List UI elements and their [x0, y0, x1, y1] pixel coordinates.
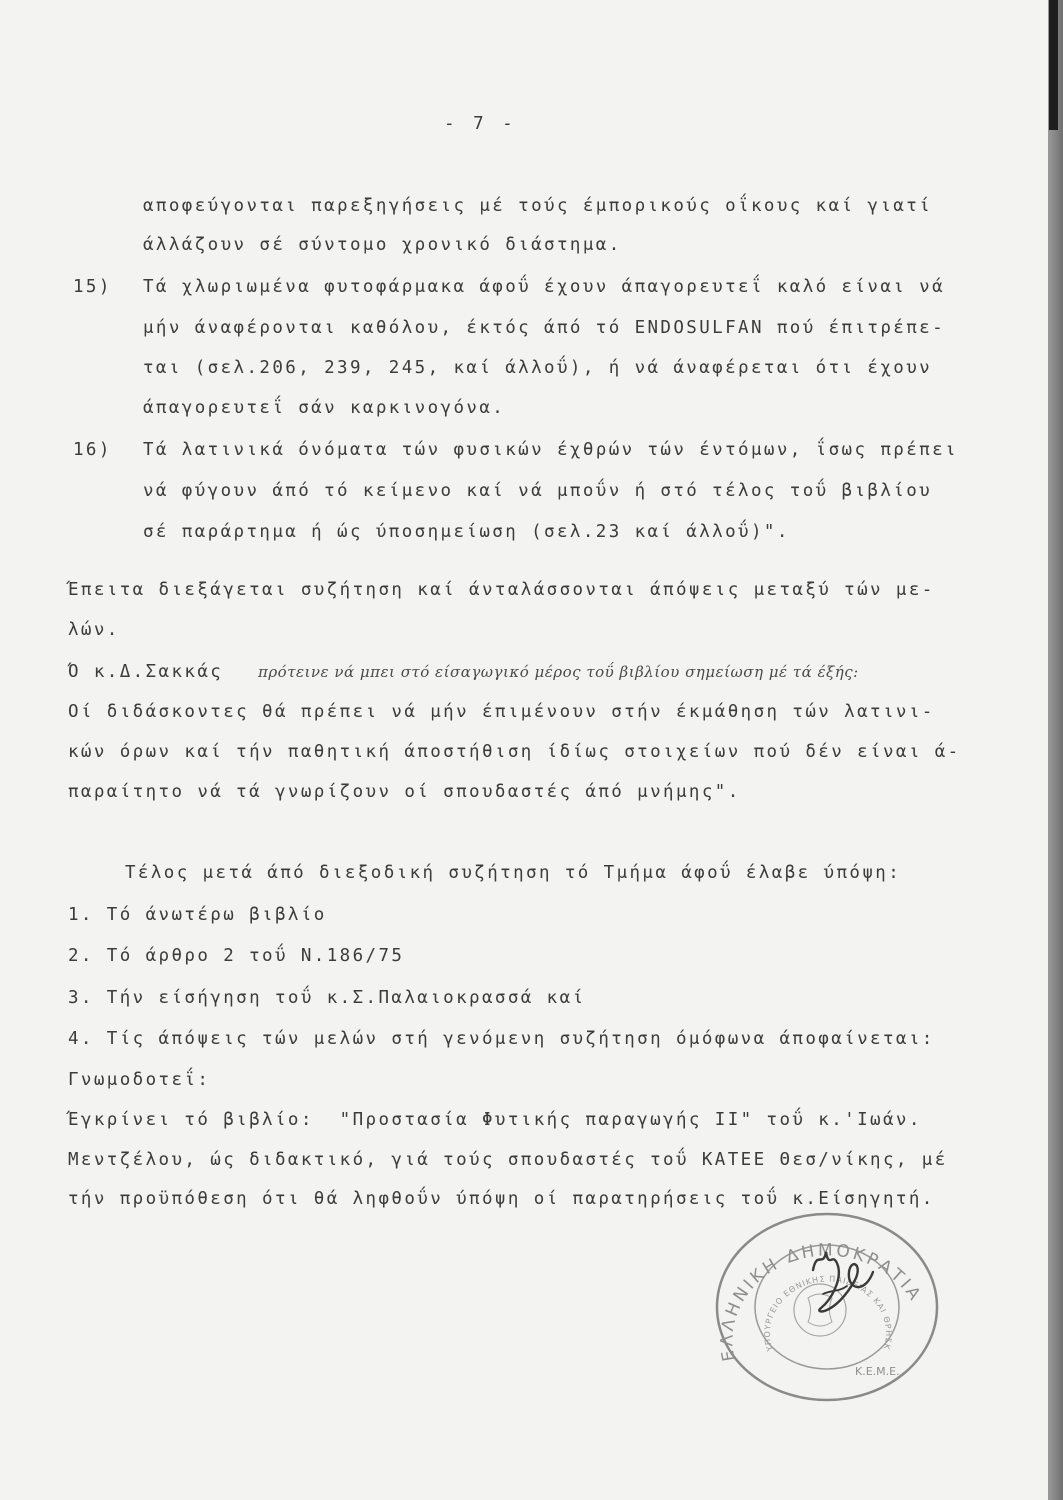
text-line-20: 4. Τίς άπόψεις τών μελών στή γενόμενη συζήτηση όμόφωνα άποφαίνεται:	[68, 1029, 935, 1049]
text-line-17: 1. Τό άνωτέρω βιβλίο	[68, 905, 327, 925]
text-line-15: παραίτητο νά τά γνωρίζουν οί σπουδαστές άπό μνήμης".	[68, 782, 741, 802]
text-line-9: σέ παράρτημα ή ώς ύποσημείωση (σελ.23 καί άλλοΰ)".	[143, 522, 790, 542]
page-number: - 7 -	[444, 114, 517, 134]
text-line-7: Τά λατινικά όνόματα τών φυσικών έχθρών τών έντόμων, ΐσως πρέπει	[143, 440, 958, 460]
official-stamp	[705, 1210, 950, 1405]
text-line-13: Οί διδάσκοντες θά πρέπει νά μήν έπιμένουν στήν έκμάθηση τών λατινι-	[68, 702, 935, 722]
text-line-3: Τά χλωριωμένα φυτοφάρμακα άφοΰ έχουν άπαγορευτεΐ καλό είναι νά	[143, 277, 946, 297]
text-line-12: Ό κ.Δ.Σακκάς	[68, 662, 224, 682]
item-number-16: 16)	[73, 440, 112, 460]
stamp-outer-text: ΕΛΛΗΝΙΚΗ ΔΗΜΟΚΡΑΤΙΑ	[717, 1240, 926, 1363]
stamp-bottom-text: Κ.Ε.Μ.Ε.	[855, 1365, 900, 1378]
text-line-19: 3. Τήν είσήγηση τοΰ κ.Σ.Παλαιοκρασσά καί	[68, 988, 586, 1008]
text-line-1: αποφεύγονται παρεξηγήσεις μέ τούς έμπορικούς οΐκους καί γιατί	[143, 196, 933, 216]
text-line-4: μήν άναφέρονται καθόλου, έκτός άπό τό ENDOSULFAN πού έπιτρέπε-	[143, 318, 946, 338]
text-line-2: άλλάζουν σέ σύντομο χρονικό διάστημα.	[143, 235, 622, 255]
text-line-14: κών όρων καί τήν παθητική άποστήθιση ίδίως στοιχείων πού δέν είναι ά-	[68, 742, 961, 762]
text-line-6: άπαγορευτεΐ σάν καρκινογόνα.	[143, 398, 506, 418]
page-edge	[1048, 0, 1063, 1500]
handwritten-note: πρότεινε νά μπει στό είσαγωγικό μέρος τοΰ βιβλίου σημείωση μέ τά έξής:	[258, 663, 859, 681]
text-line-8: νά φύγουν άπό τό κείμενο καί νά μποΰν ή στό τέλος τοΰ βιβλίου	[143, 481, 933, 501]
text-line-11: λών.	[68, 620, 120, 640]
text-line-22: Έγκρίνει τό βιβλίο: "Προστασία Φυτικής παραγωγής ΙΙ" τοΰ κ.'Ιωάν.	[68, 1110, 922, 1130]
text-line-21: Γνωμοδοτεΐ:	[68, 1070, 211, 1090]
binding-mark	[1049, 0, 1058, 130]
text-line-5: ται (σελ.206, 239, 245, καί άλλοΰ), ή νά άναφέρεται ότι έχουν	[143, 358, 933, 378]
stamp-inner-text: ΥΠΟΥΡΓΕΙΟ ΕΘΝΙΚΗΣ ΠΑΙΔΕΙΑΣ ΚΑΙ ΘΡΗΣΚ	[762, 1274, 894, 1353]
text-line-24: τήν προϋπόθεση ότι θά ληφθοΰν ύπόψη οί παρατηρήσεις τοΰ κ.Είσηγητή.	[68, 1189, 935, 1209]
text-line-16: Τέλος μετά άπό διεξοδική συζήτηση τό Τμήμα άφοΰ έλαβε ύπόψη:	[125, 863, 902, 883]
item-number-15: 15)	[73, 277, 112, 297]
text-line-23: Μεντζέλου, ώς διδακτικό, γιά τούς σπουδαστές τοΰ ΚΑΤΕΕ Θεσ/νίκης, μέ	[68, 1150, 948, 1170]
text-line-10: Έπειτα διεξάγεται συζήτηση καί άνταλάσσονται άπόψεις μεταξύ τών με-	[68, 580, 935, 600]
text-line-18: 2. Τό άρθρο 2 τοΰ Ν.186/75	[68, 946, 405, 966]
